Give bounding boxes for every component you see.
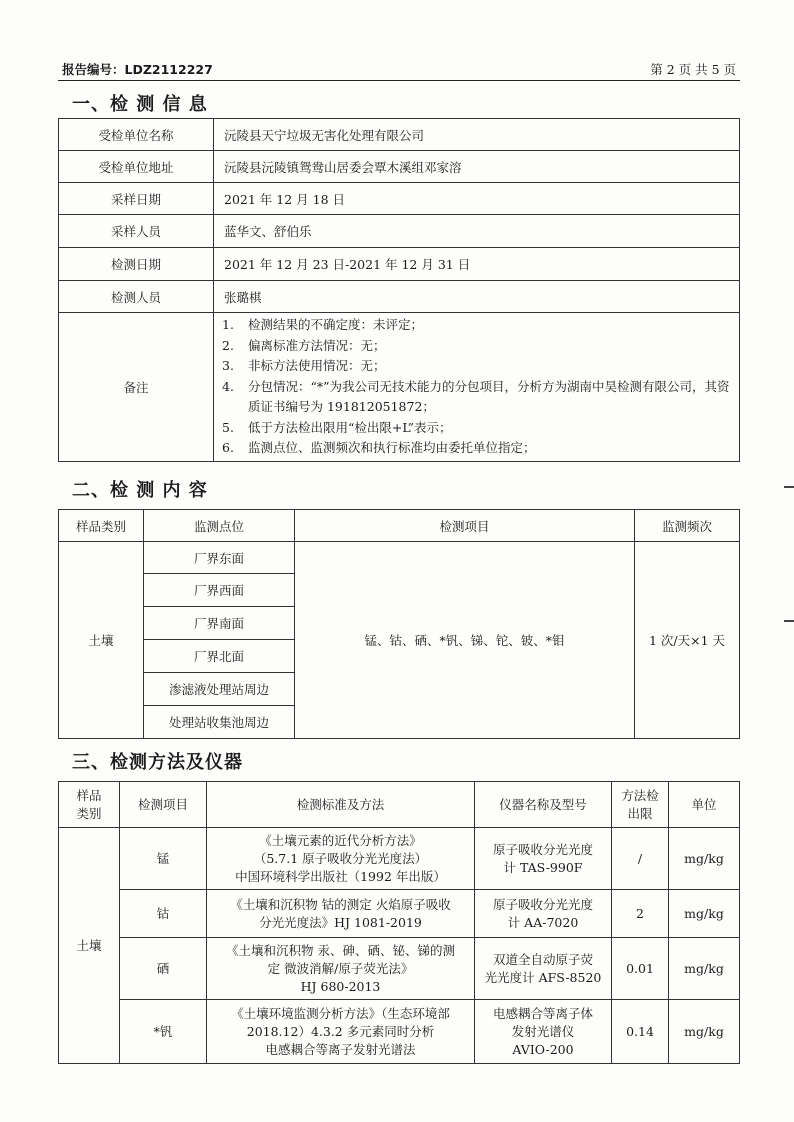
note-item [222,336,735,357]
instrument-line: 计 TAS-990F [503,859,583,875]
info-label: 检测人员 [59,281,214,313]
instrument-line: 双道全自动原子荧 [492,951,593,967]
column-header: 检测项目 [295,510,635,542]
column-header: 单位 [669,782,740,828]
edge-mark [784,486,794,488]
note-text: 偏离标准方法情况：无； [248,337,386,353]
edge-mark [784,620,794,622]
method-unit: mg/kg [669,1000,740,1064]
standard-line: 《土壤元素的近代分析方法》 [259,832,422,848]
info-label: 采样人员 [59,215,214,248]
note-number: 1. [222,317,234,332]
info-value: 沅陵县天宁垃圾无害化处理有限公司 [214,119,740,151]
method-limit: / [612,828,669,890]
info-label: 受检单位名称 [59,119,214,151]
method-standard [207,1000,475,1064]
method-limit: 0.14 [612,1000,669,1064]
note-text: 检测结果的不确定度：未评定； [248,317,424,332]
instrument-line: 原子吸收分光光度 [492,896,593,912]
instrument-line: AVIO-200 [512,1041,574,1057]
column-header: 样品类别 [59,510,144,542]
monitoring-point: 处理站收集池周边 [144,706,295,739]
notes-label: 备注 [59,313,214,462]
info-table [58,118,740,462]
note-item [222,356,735,377]
info-row [59,151,740,183]
notes-row [59,313,740,462]
instrument-line: 电感耦合等离子体 [492,1005,593,1021]
page-number: 第 2 页 共 5 页 [650,62,736,77]
section-title-methods: 三、检测方法及仪器 [72,752,243,773]
info-label: 检测日期 [59,248,214,281]
test-items: 锰、钴、硒、*钒、锑、铊、铍、*钼 [295,542,635,739]
note-number: 3. [222,358,234,373]
monitoring-point: 厂界南面 [144,607,295,640]
standard-line: HJ 680-2013 [300,978,381,994]
method-item: 钴 [120,890,207,938]
note-number: 6. [222,440,234,455]
method-unit: mg/kg [669,890,740,938]
info-value: 2021 年 12 月 23 日-2021 年 12 月 31 日 [214,248,740,281]
standard-line: 定 微波消解/原子荧光法》 [267,960,414,976]
standard-line: （5.7.1 原子吸收分光光度法） [253,850,428,866]
method-item: *钒 [120,1000,207,1064]
instrument-line: 计 AA-7020 [507,914,579,930]
column-header [59,782,120,828]
content-header-row [59,510,740,542]
methods-header-row [59,782,740,828]
methods-table [58,781,740,1064]
method-unit: mg/kg [669,938,740,1000]
method-standard [207,828,475,890]
notes-list [214,313,735,461]
content-row [59,542,740,574]
method-instrument [475,1000,612,1064]
monitoring-point: 渗滤液处理站周边 [144,673,295,706]
column-header: 监测频次 [635,510,740,542]
info-label: 采样日期 [59,183,214,215]
monitoring-frequency: 1 次/天×1 天 [635,542,740,739]
instrument-line: 光光度计 AFS-8520 [484,969,602,985]
instrument-line: 原子吸收分光光度 [492,841,593,857]
method-instrument [475,828,612,890]
note-number: 2. [222,337,234,353]
info-row [59,183,740,215]
method-unit: mg/kg [669,828,740,890]
header-text: 方法检出限 [621,787,659,821]
sample-category: 土壤 [59,542,144,739]
standard-line: 电感耦合等离子发射光谱法 [265,1041,416,1057]
standard-line: 《土壤环境监测分析方法》（生态环境部 [231,1005,450,1021]
note-item [222,377,735,418]
method-limit: 2 [612,890,669,938]
method-item: 锰 [120,828,207,890]
info-row [59,248,740,281]
report-number: 报告编号：LDZ2112227 [62,62,213,77]
info-row [59,215,740,248]
note-number: 5. [222,419,234,435]
method-standard [207,938,475,1000]
note-text: 非标方法使用情况：无； [248,358,386,373]
method-row [59,890,740,938]
monitoring-point: 厂界东面 [144,542,295,574]
method-limit: 0.01 [612,938,669,1000]
method-instrument [475,938,612,1000]
note-item [222,315,735,336]
standard-line: 《土壤和沉积物 钴的测定 火焰原子吸收 [230,896,451,912]
method-row [59,1000,740,1064]
standard-line: 2018.12）4.3.2 多元素同时分析 [246,1023,435,1039]
info-row [59,119,740,151]
standard-line: 中国环境科学出版社（1992 年出版） [235,868,446,884]
info-value: 2021 年 12 月 18 日 [214,183,740,215]
info-row [59,281,740,313]
section-title-info: 一、检 测 信 息 [72,94,208,115]
info-value: 蓝华文、舒伯乐 [214,215,740,248]
note-text: 低于方法检出限用“检出限+L”表示； [248,419,452,435]
note-text: 监测点位、监测频次和执行标准均由委托单位指定； [248,440,536,455]
method-item: 硒 [120,938,207,1000]
content-table [58,509,740,739]
instrument-line: 发射光谱仪 [511,1023,575,1039]
section-title-content: 二、检 测 内 容 [72,480,208,501]
method-row [59,938,740,1000]
info-value: 沅陵县沅陵镇鸳鸯山居委会覃木溪组邓家溶 [214,151,740,183]
column-header: 仪器名称及型号 [475,782,612,828]
note-item [222,418,735,439]
note-item [222,438,735,459]
info-label: 受检单位地址 [59,151,214,183]
standard-line: 分光光度法》HJ 1081-2019 [259,914,422,930]
method-row [59,828,740,890]
column-header: 检测项目 [120,782,207,828]
column-header: 检测标准及方法 [207,782,475,828]
column-header: 监测点位 [144,510,295,542]
header-rule [58,80,740,81]
info-value: 张璐棋 [214,281,740,313]
method-instrument [475,890,612,938]
header-text: 样品类别 [76,787,102,821]
column-header [612,782,669,828]
method-standard [207,890,475,938]
monitoring-point: 厂界西面 [144,574,295,607]
method-sample-category: 土壤 [59,828,120,1064]
note-text: 分包情况：“*”为我公司无技术能力的分包项目，分析方为湖南中昊检测有限公司，其资质证书编号为 191812051872； [248,378,730,414]
note-number: 4. [222,378,234,394]
monitoring-point: 厂界北面 [144,640,295,673]
standard-line: 《土壤和沉积物 汞、砷、硒、铋、锑的测 [226,942,455,958]
